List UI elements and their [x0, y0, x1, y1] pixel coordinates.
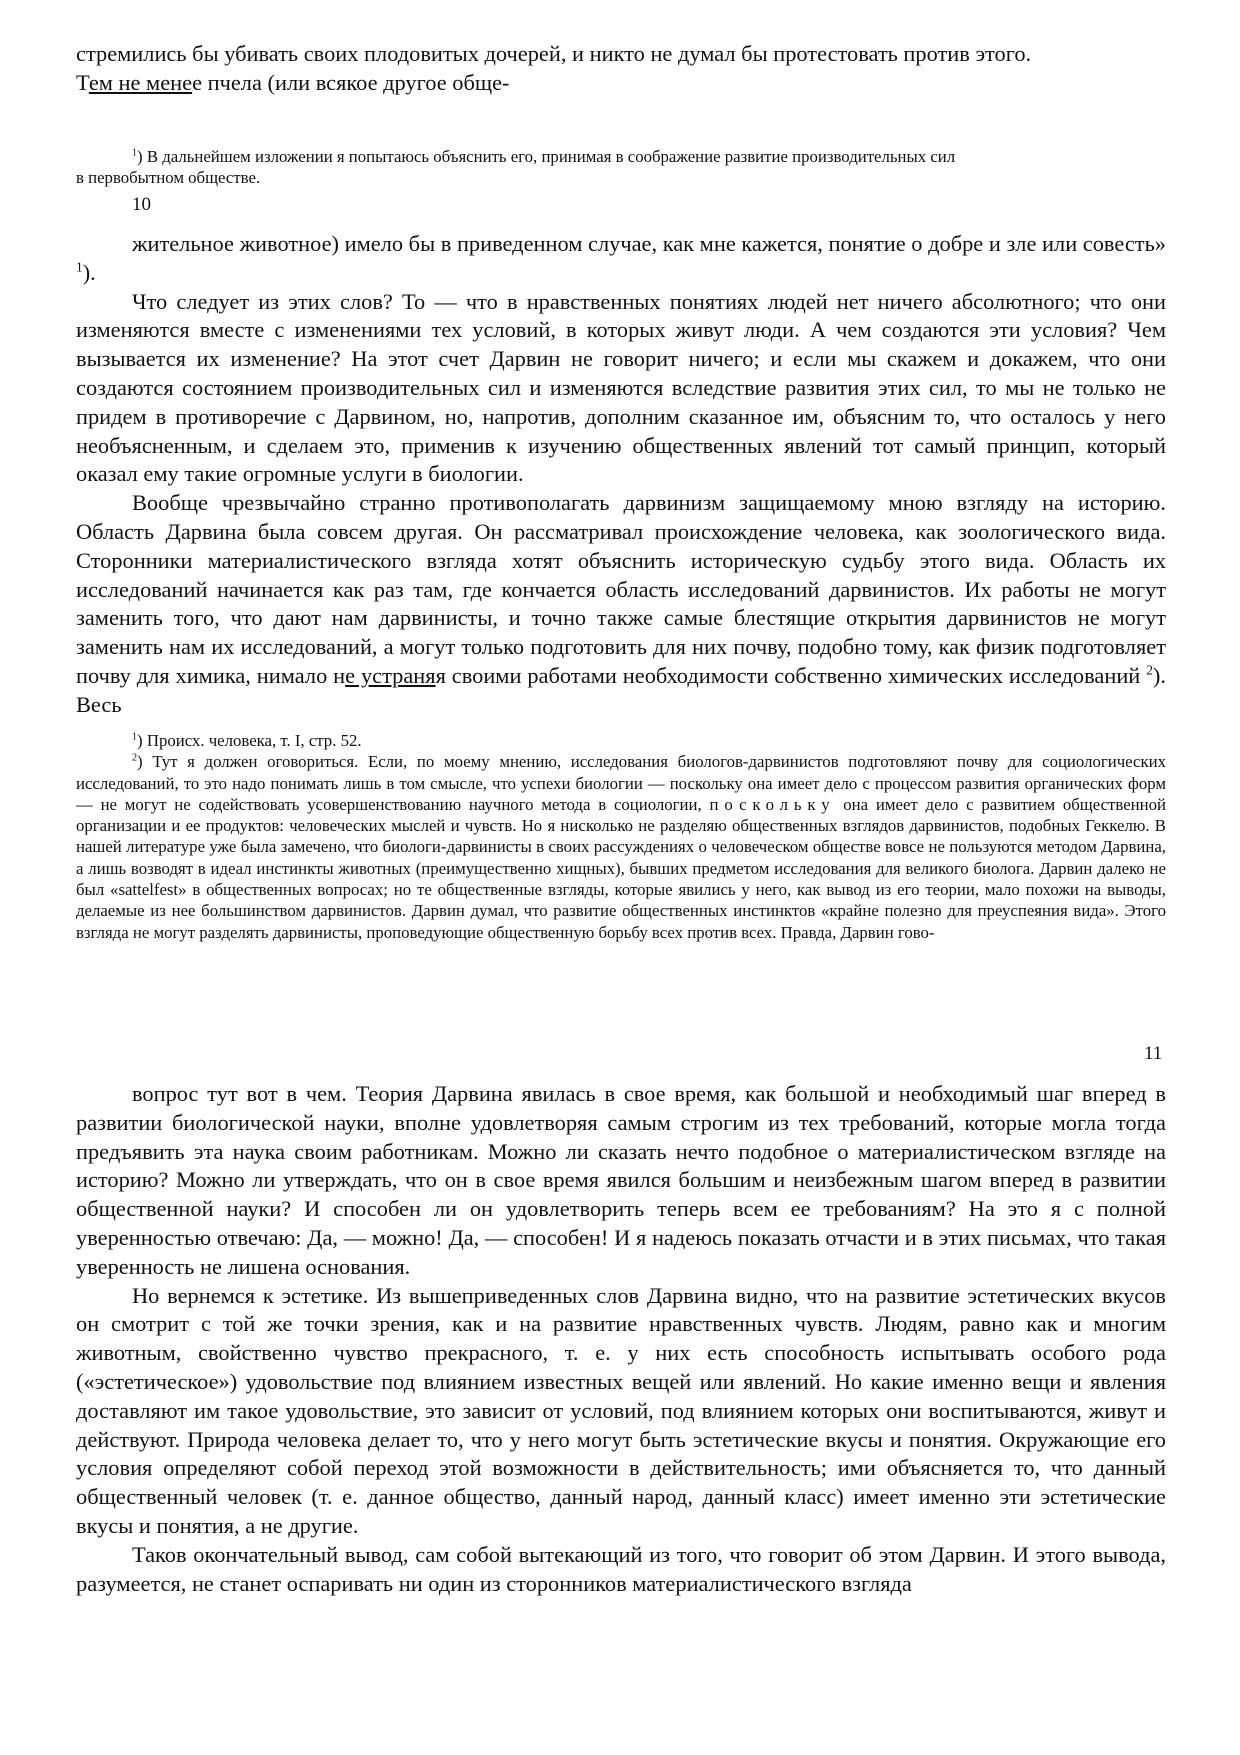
paragraph: Но вернемся к эстетике. Из вышеприведенных слов Дарвина видно, что на развитие эстетических вкусов он смотрит с той же точки зрения, как и на развитие нравственных чувств. Людям, равно как и многим животным, свойственно чувство прекрасного, т. е. у них есть способность испытывать особого рода («эстетическое») удовольствие под влиянием известных вещей или явлений. Но какие именно вещи и явления доставляют им такое удовольствие, это зависит от условий, под влиянием которых они воспитываются, живут и действуют. Природа человека делает то, что у него могут быть эстетические вкусы и понятия. Окружающие его условия определяют собой переход этой возможности в действительность; ими объясняется то, что данный общественный человек (т. е. данное общество, данный народ, данный класс) имеет именно эти эстетические вкусы и понятия, а не другие.: [76, 1282, 1166, 1538]
text-fragment: я своими работами необходимости собственно химических исследований: [435, 662, 1141, 688]
text-fragment: жительное животное) имело бы в приведенном случае, как мне кажется, понятие о добре и зле или совесть»: [132, 231, 1166, 256]
footnote-mark: 2: [132, 752, 138, 764]
paragraph: Что следует из этих слов? То — что в нравственных понятиях людей нет ничего абсолютного; что они изменяются вместе с изменениями тех условий, в которых живут люди. А чем создаются эти условия? Чем вызывается их изменение? На этот счет Дарвин не говорит ничего; и если мы скажем и докажем, что они создаются состоянием производительных сил и изменяются вследствие развития этих сил, то мы не только не придем в противоречие с Дарвином, но, напротив, дополним сказанное им, объясним то, что осталось у него необъясненным, и сделаем это, применив к изучению общественных явлений тот самый принцип, который оказал ему такие огромные услуги в биологии.: [76, 288, 1166, 487]
footnote: [76, 751, 1166, 943]
paragraph: [76, 40, 1166, 98]
footnote-text: в первобытном обществе.: [76, 168, 261, 188]
underlined-text: ем не мене: [88, 69, 193, 95]
paragraph: Таков окончательный вывод, сам собой вытекающий из того, что говорит об этом Дарвин. И этого вывода, разумеется, не станет оспаривать ни один из сторонников материалистического взгляда: [76, 1541, 1166, 1596]
text-block-middle: [76, 230, 1166, 720]
text-fragment: ).: [82, 259, 96, 285]
paragraph: вопрос тут вот в чем. Теория Дарвина явилась в свое время, как большой и необходимый шаг вперед в развитии биологической науки, вполне удовлетворяя самым строгим из тех требований, которые могла тогда предъявить эта наука своим работникам. Можно ли сказать нечто подобное о материалистическом взгляде на историю? Можно ли утверждать, что он в свое время явился большим и неизбежным шагом вперед в развитии общественной науки? И способен ли он удовлетворить теперь всем ее требованиям? На это я с полной уверенностью отвечаю: Да, — можно! Да, — способен! И я надеюсь показать отчасти и в этих письмах, что такая уверенность не лишена основания.: [76, 1081, 1166, 1279]
footnotes-middle: [76, 730, 1166, 943]
underlined-text: е устраня: [345, 662, 436, 688]
footnote-mark: 1: [132, 731, 138, 743]
footnote-text: ) В дальнейшем изложении я попытаюсь объяснить его, принимая в соображение развитие производительных сил: [137, 147, 956, 166]
footnote-text: ) Происх. человека, т. I, стр. 52.: [137, 731, 362, 750]
text-fragment: е пчела (или всякое другое обще-: [192, 69, 510, 95]
text-block-bottom: [76, 1080, 1166, 1598]
spaced-word: поскольку: [709, 794, 836, 814]
footnote: [76, 146, 1166, 167]
footnote-mark: 1: [132, 147, 138, 159]
footnote-ref: 1: [76, 259, 83, 275]
footnote-top: [76, 146, 1166, 189]
page-number: 10: [132, 194, 151, 215]
footnote-text: она имеет дело с развитием общественной организации и ее продуктов: человеческих мыслей и чувств. Но я нисколько не разделяю общественных взглядов дарвинистов, подобных Геккелю. В нашей литературе уже была замечено, что биологи-дарвинисты в своих рассуждениях о человеческом обществе вовсе не пользуются методом Дарвина, а лишь возводят в идеал инстинкты животных (преимущественно хищных), бывших предметом исследования для великого биолога. Дарвин далеко не был «sattelfest» в общественных вопросах; но те общественные взгляды, которые явились у него, как вывод из его теории, мало похожи на выводы, делаемые из нее большинством дарвинистов. Дарвин думал, что развитие общественных инстинктов «крайне полезно для преуспеяния вида». Этого взгляда не могут разделять дарвинисты, проповедующие общественную борьбу всех против всех. Правда, Дарвин гово-: [76, 794, 1166, 942]
paragraph: [76, 230, 1166, 288]
text-block-top: [76, 40, 1166, 98]
text-fragment: Т: [76, 69, 89, 95]
page-number: 11: [1144, 1043, 1163, 1064]
text-fragment: Вообще чрезвычайно странно противополагать дарвинизм защищаемому мною взгляду на историю. Область Дарвина была совсем другая. Он рассматривал происхождение человека, как зоологического вида. Сторонники материалистического взгляда хотят объяснить историческую судьбу этого вида. Область их исследований начинается как раз там, где кончается область исследований дарвинистов. Их работы не могут заменить того, что дают нам дарвинисты, и точно также самые блестящие открытия дарвинистов не могут заменить нам их исследований, а могут только подготовить для них почву, подобно тому, как физик подготовляет почву для химика, нимало н: [76, 490, 1166, 688]
footnote-ref: 2: [1146, 662, 1153, 678]
footnote-continuation: [76, 167, 1166, 188]
paragraph: [76, 489, 1166, 719]
text-line: стремились бы убивать своих плодовитых дочерей, и никто не думал бы протестовать против этого.: [76, 41, 1032, 66]
text-fragment: ). Весь: [76, 662, 1166, 717]
footnote: [76, 730, 1166, 751]
footnote-text: ) Тут я должен оговориться. Если, по моему мнению, исследования биологов-дарвинистов подготовляют почву для социологических исследований, то это надо понимать лишь в том смысле, что успехи биологии — поскольку она имеет дело с процессом развития органических форм — не могут не содействовать усовершенствованию научного метода в социологии,: [76, 752, 1166, 814]
